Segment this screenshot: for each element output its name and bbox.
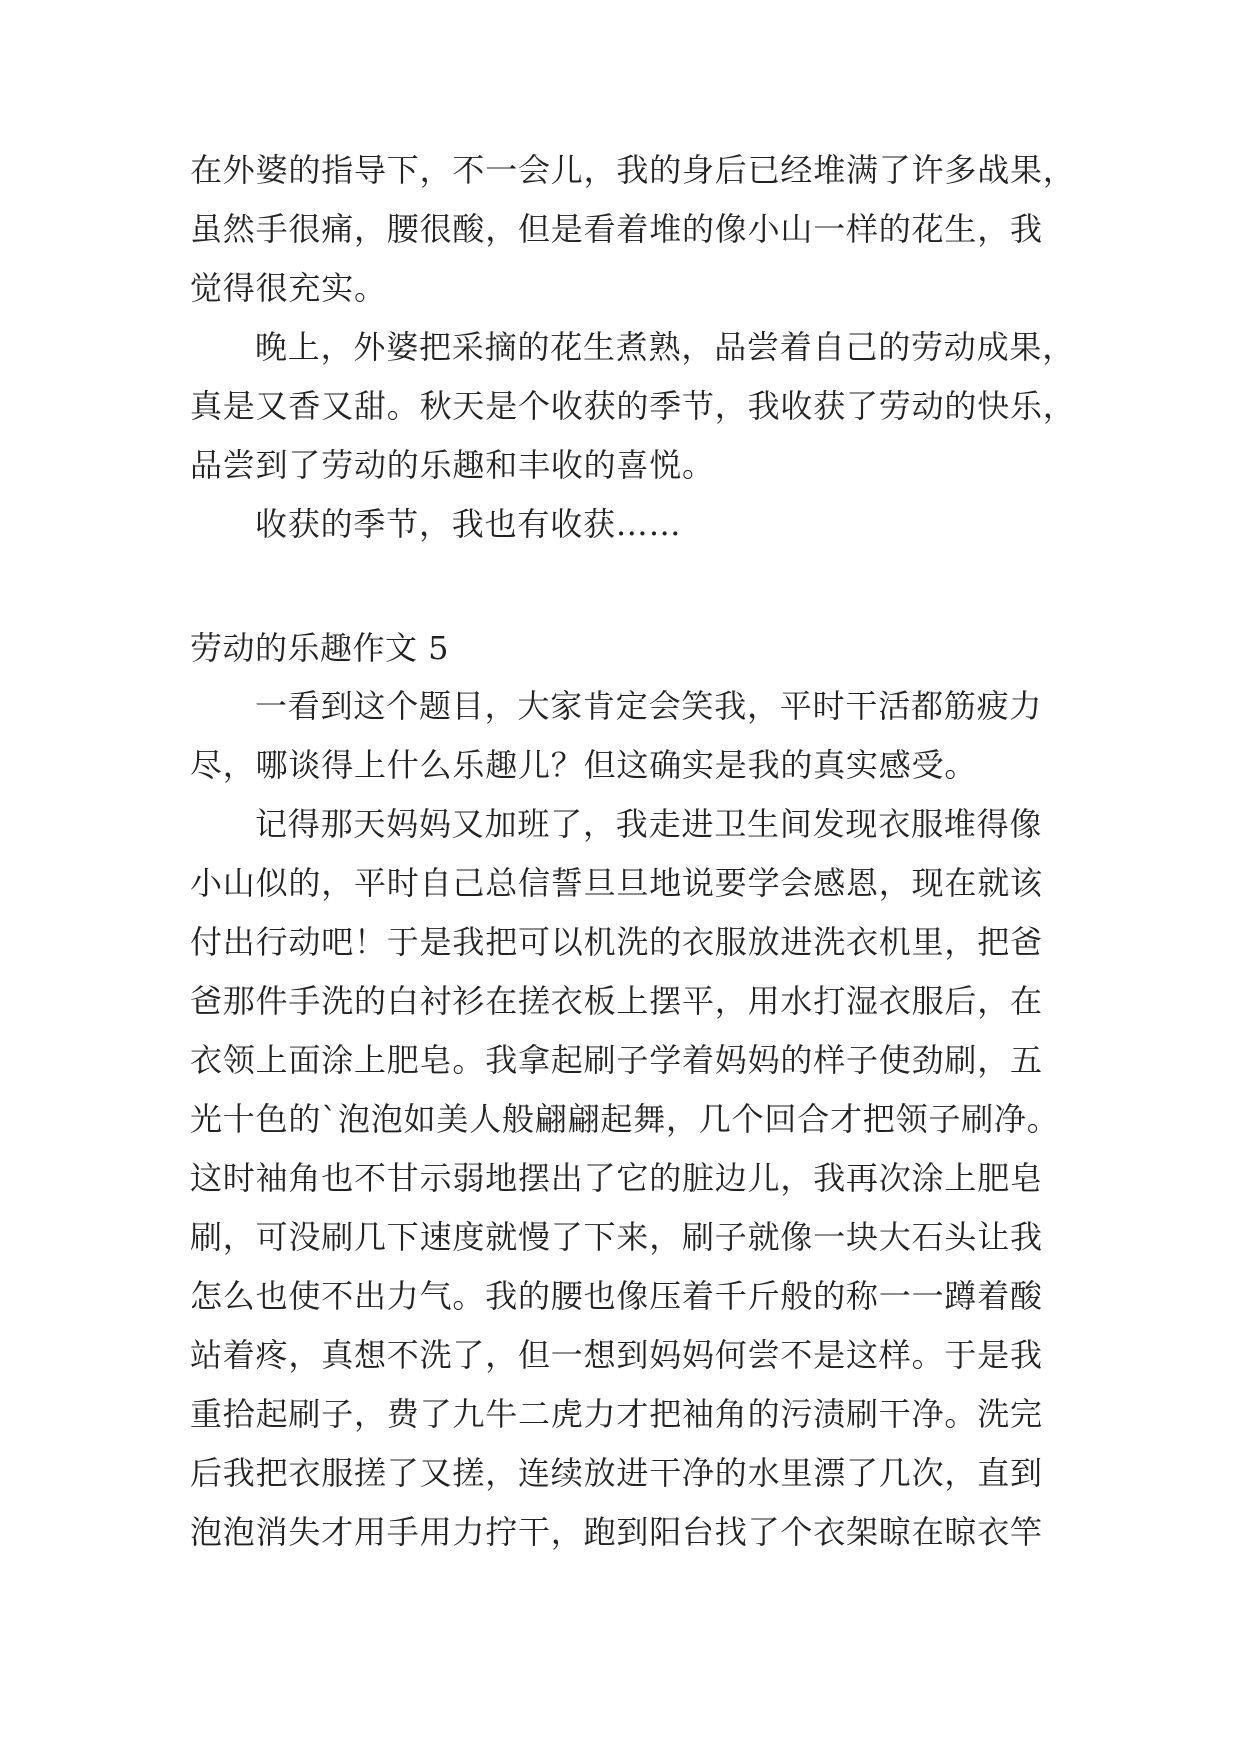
- body-text-line: 光十色的`泡泡如美人般翩翩起舞，几个回合才把领子刷净。: [190, 1100, 1060, 1138]
- section-title: 劳动的乐趣作文 5: [190, 629, 450, 667]
- body-text-line: 刷，可没刷几下速度就慢了下来，刷子就像一块大石头让我: [190, 1218, 1043, 1256]
- body-text-line: 后我把衣服搓了又搓，连续放进干净的水里漂了几次，直到: [190, 1454, 1043, 1492]
- body-text-line: 虽然手很痛，腰很酸，但是看着堆的像小山一样的花生，我: [190, 210, 1043, 248]
- body-text-line: 在外婆的指导下，不一会儿，我的身后已经堆满了许多战果，: [190, 151, 1076, 189]
- body-text-line: 泡泡消失才用手用力拧干，跑到阳台找了个衣架晾在晾衣竿: [190, 1513, 1043, 1551]
- body-text-line: 一看到这个题目，大家肯定会笑我，平时干活都筋疲力: [255, 687, 1043, 725]
- body-text-line: 站着疼，真想不洗了，但一想到妈妈何尝不是这样。于是我: [190, 1336, 1043, 1374]
- body-text-line: 尽，哪谈得上什么乐趣儿？但这确实是我的真实感受。: [190, 746, 978, 784]
- body-text-line: 真是又香又甜。秋天是个收获的季节，我收获了劳动的快乐，: [190, 387, 1076, 425]
- body-text-line: 重拾起刷子，费了九牛二虎力才把袖角的污渍刷干净。洗完: [190, 1395, 1043, 1433]
- body-text-line: 记得那天妈妈又加班了，我走进卫生间发现衣服堆得像: [255, 805, 1043, 843]
- body-text-line: 收获的季节，我也有收获……: [255, 505, 682, 543]
- body-text-line: 爸那件手洗的白衬衫在搓衣板上摆平，用水打湿衣服后，在: [190, 982, 1043, 1020]
- body-text-line: 衣领上面涂上肥皂。我拿起刷子学着妈妈的样子使劲刷，五: [190, 1041, 1043, 1079]
- body-text-line: 觉得很充实。: [190, 269, 387, 307]
- body-text-line: 付出行动吧！于是我把可以机洗的衣服放进洗衣机里，把爸: [190, 923, 1043, 961]
- body-text-line: 怎么也使不出力气。我的腰也像压着千斤般的称一一蹲着酸: [190, 1277, 1043, 1315]
- body-text-line: 这时袖角也不甘示弱地摆出了它的脏边儿，我再次涂上肥皂: [190, 1159, 1043, 1197]
- body-text-line: 品尝到了劳动的乐趣和丰收的喜悦。: [190, 446, 715, 484]
- body-text-line: 晚上，外婆把采摘的花生煮熟，品尝着自己的劳动成果，: [255, 328, 1076, 366]
- body-text-line: 小山似的，平时自己总信誓旦旦地说要学会感恩，现在就该: [190, 864, 1043, 902]
